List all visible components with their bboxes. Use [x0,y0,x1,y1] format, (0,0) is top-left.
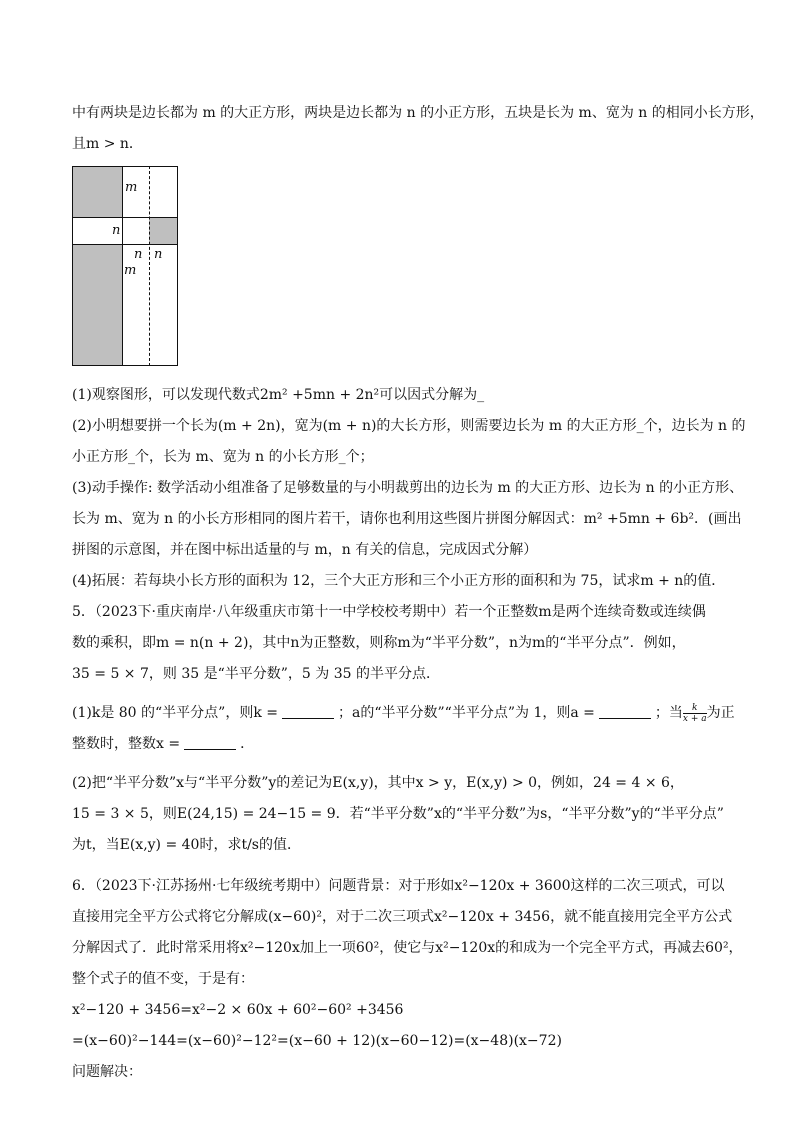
text-span: 为正 [706,705,735,721]
answer-blank[interactable] [282,704,334,719]
equation-line: =(x−60)²−144=(x−60)²−12²=(x−60 + 12)(x−60−12)=(x−48)(x−72) [72,1033,562,1049]
figure-label: n [112,223,121,238]
text-line: 6．（2023下·江苏扬州·七年级统考期中）问题背景：对于形如x²−120x + 3600这样的二次三项式，可以 [72,878,725,894]
text-line: (1)观察图形，可以发现代数式2m² +5mn + 2n²可以因式分解为_ [72,387,485,403]
text-line: 为t，当E(x,y) = 40时，求t/s的值． [72,837,301,853]
big-square-bottom [73,244,122,365]
text-line: 且m > n． [72,136,143,152]
text-line: (3)动手操作: 数学活动小组准备了足够数量的与小明裁剪出的边长为 m 的大正方形、边长为 n 的小正方形、 [72,480,744,496]
page-content [72,98,764,1088]
figure-label: m [125,180,138,195]
text-line: (2)把“半平分数”x与“半平分数”y的差记为E(x,y)，其中x > y，E(x,y) > 0，例如，24 = 4 × 6， [72,775,684,791]
text-line: 中有两块是边长都为 m 的大正方形，两块是边长都为 n 的小正方形，五块是长为 m、宽为 n 的相同小长方形， [72,105,764,121]
text-span: 整数时，整数x = [72,736,181,752]
text-line: (4)拓展：若每块小长方形的面积为 12，三个大正方形和三个小正方形的面积和为 75，试求m + n的值． [72,573,726,589]
figure-label: n [154,247,163,262]
text-line: 分解因式了．此时常采用将x²−120x加上一项60²，使它与x²−120x的和成为一个完全平方式，再减去60²， [72,940,743,956]
text-line: (2)小明想要拼一个长为(m + 2n)，宽为(m + n)的大长方形，则需要边长为 m 的大正方形_个，边长为 n 的 [72,418,746,434]
text-line: 直接用完全平方公式将它分解成(x−60)²，对于二次三项式x²−120x + 3456，就不能直接用完全平方公式 [72,909,733,925]
text-line: 整个式子的值不变，于是有： [72,971,254,987]
text-line: 15 = 3 × 5，则E(24,15) = 24−15 = 9．若“半平分数”x的“半平分数”为s，“半平分数”y的“半平分点” [72,806,724,822]
text-line [72,729,732,760]
text-line [72,698,735,729]
figure-label: m [124,263,137,278]
text-line: 长为 m、宽为 n 的小长方形相同的图片若干，请你也利用这些图片拼图分解因式：m² +5mn + 6b²．(画出 [72,511,742,527]
answer-blank[interactable] [599,704,651,719]
text-line: 小正方形_个，长为 m、宽为 n 的小长方形_个； [72,449,374,465]
fraction-numerator: k [683,703,707,714]
text-span: (1)k是 80 的“半平分点”，则k = [72,705,279,721]
text-span: ；a的“半平分数”“半平分点”为 1，则a = [338,705,595,721]
small-square [149,217,177,244]
answer-blank[interactable] [184,735,236,750]
fraction [683,703,707,724]
text-span: ；当 [654,705,683,721]
text-line: 35 = 5 × 7，则 35 是“半平分数”，5 为 35 的半平分点． [72,666,440,682]
big-square-top [73,167,122,217]
text-line: 5．（2023下·重庆南岸·八年级重庆市第十一中学校校考期中）若一个正整数m是两个连续奇数或连续偶 [72,604,706,620]
equation-line: x²−120 + 3456=x²−2 × 60x + 60²−60² +3456 [72,1002,404,1018]
fraction-denominator: x + a [682,713,707,724]
square-tiling-figure [72,166,178,366]
text-span: ． [240,736,255,752]
text-line: 问题解决： [72,1064,142,1080]
text-line: 拼图的示意图，并在图中标出适量的与 m，n 有关的信息，完成因式分解） [72,542,538,558]
text-line: 数的乘积，即m = n(n + 2)，其中n为正整数，则称m为“半平分数”，n为m的“半平分点”．例如， [72,635,686,651]
figure-label: n [134,247,143,262]
